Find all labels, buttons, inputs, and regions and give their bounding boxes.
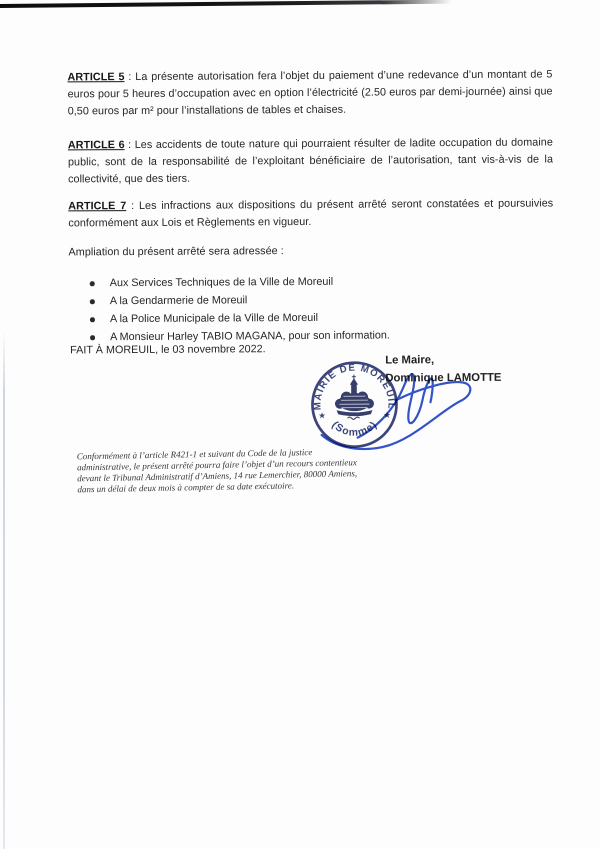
list-item [87, 290, 390, 310]
legal-notice-line: administrative, le présent arrêté pourra faire l’objet d’un recours contentieux [76, 457, 357, 473]
article-5-text: : La présente autorisation fera l’objet du paiement d’une redevance d’un montant de 5 euros pour 5 heures d’occupation avec en option l’électricité (2.50 euros par demi-journée) ainsi que 0,50 euros par m² pour l’installations de tables et chaises. [67, 68, 553, 118]
stamp-star-left-icon: ★ [318, 410, 326, 421]
article-7-paragraph [68, 195, 553, 232]
stamp-star-right-icon: ★ [383, 409, 391, 420]
recipient-list [87, 272, 390, 346]
issued-at-line: FAIT À MOREUIL, le 03 novembre 2022. [70, 343, 266, 357]
legal-notice-line: Conformément à l’article R421-1 et suivant du Code de la justice [76, 447, 313, 462]
list-item [87, 272, 390, 292]
article-5-label: ARTICLE 5 [67, 71, 125, 84]
signatory-title: Le Maire, [385, 354, 435, 367]
article-7-label: ARTICLE 7 [68, 200, 127, 213]
article-6-paragraph [68, 134, 553, 188]
article-6-label: ARTICLE 6 [67, 139, 125, 152]
article-7-text: : Les infractions aux dispositions du présent arrêté seront constatées et poursuivies conformément aux Lois et Règlements en vigueur. [68, 197, 554, 230]
bullet-icon [90, 281, 95, 286]
stamp-text-top: MAIRIE DE MOREUIL [312, 362, 397, 411]
legal-notice-line: devant le Tribunal Administratif d’Amiens, 14 rue Lemerchier, 80000 Amiens, [77, 468, 358, 484]
bullet-icon [90, 335, 95, 340]
ampliation-intro: Ampliation du présent arrêté sera adressée : [68, 245, 284, 259]
bullet-icon [90, 317, 95, 322]
recipient-text: Aux Services Techniques de la Ville de Moreuil [109, 275, 334, 290]
recipient-text: A la Gendarmerie de Moreuil [109, 294, 248, 308]
recipient-text: A la Police Municipale de la Ville de Moreuil [109, 311, 319, 326]
legal-notice-line: dans un délai de deux mois à compter de sa date exécutoire. [77, 480, 295, 495]
signatory-name: Dominique LAMOTTE [385, 371, 502, 384]
article-5-paragraph [67, 66, 552, 120]
article-6-text: : Les accidents de toute nature qui pourraient résulter de ladite occupation du domaine public, sont de la responsabilité de l’exploitant bénéficiaire de l’autorisation, tant vis-à-vis de la collectivité, que des tiers. [67, 136, 554, 186]
list-item [87, 308, 390, 328]
stamp-text-bottom: (Somme) [329, 418, 380, 439]
handwritten-signature [300, 347, 486, 460]
bullet-icon [90, 299, 95, 304]
recipient-text: A Monsieur Harley TABIO MAGANA, pour son information. [110, 329, 390, 344]
